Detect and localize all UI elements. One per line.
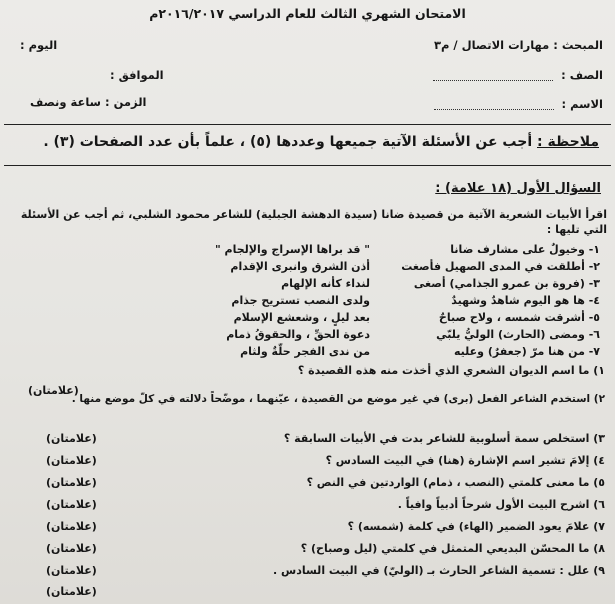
question-item: ٤) إلامَ تشير اسم الإشارة (هنا) في البيت السادس ؟ [325,454,605,467]
verse-second-half: من ندى الفجر حلّةٌ ولثام [240,345,370,358]
note-label: ملاحظة : [537,134,599,150]
marks-label: (علامتان) [46,542,97,555]
class-label: الصف [569,68,603,82]
verse-second-half: أذن الشرق وانبرى الإقدام [230,260,370,273]
verse-second-half: ولدى النصب تستريح جذام [231,294,370,307]
verse-line [140,293,600,309]
question-item: ٩) علل : تسمية الشاعر الحارث بـ (الوليّ) في البيت السادس . [273,564,605,577]
marks-label: (علامتان) [46,520,97,533]
note-text: أجب عن الأسئلة الآتية جميعها وعددها (٥) ، علماً بأن عدد الصفحات (٣) . [43,134,533,150]
duration-label: الزمن [113,95,147,109]
question-item: ١) ما اسم الديوان الشعري الذي أخذت منه هذه القصيدة ؟ [297,364,605,377]
verse-line [140,242,600,258]
verse-first-half: ٤- ها هو اليوم شاهدٌ وشهيدٌ [451,294,600,307]
verse-line [140,259,600,275]
duration-value: ساعة ونصف [30,95,101,109]
verse-second-half: دعوة الحقِّ ، والحقوقُ ذمام [226,328,370,341]
verse-first-half: ٥- أشرقت شمسه ، ولاح صباحٌ [438,311,600,324]
subject-field: المبحث : مهارات الاتصال / م٣ [433,38,603,52]
question-item: ٢) استخدم الشاعر الفعل (برى) في غير موضع من القصيدة ، عيّنهما ، موضّحاً دلالته في كلّ موضع منها . [71,393,605,405]
marks-label: (علامتان) [46,454,97,467]
question-item: ٥) ما معنى كلمتي (النصب ، ذمام) الواردتين في النص ؟ [306,476,605,489]
verse-line [140,327,600,343]
marks-label: (علامتان) [46,476,97,489]
date-field: الموافق : [110,68,164,82]
instructions-note [43,134,599,150]
exam-title: الامتحان الشهري الثالث للعام الدراسي ٢٠١٦/٢٠١٧م [149,6,466,21]
date-label: الموافق [118,68,164,82]
subject-value: مهارات الاتصال / م٣ [433,38,550,52]
question-item: ٦) اشرح البيت الأول شرحاً أدبياً وافياً . [397,498,605,511]
note-divider [4,165,611,166]
question1-intro: اقرأ الأبيات الشعرية الآتية من قصيدة ضانا (سيدة الدهشة الجبلية) للشاعر محمود الشلبي، ثم أجب عن الأسئلة التي تليها : [20,208,607,236]
marks-label: (علامتان) [46,498,97,511]
verse-first-half: ١- وخيولٌ على مشارف ضانا [450,243,600,256]
name-field: الاسم : [430,97,603,111]
marks-label: (علامتان) [46,432,97,445]
verse-first-half: ٣- (فروة بن عمرو الجذامي) أصغى [413,277,600,290]
verse-line [140,344,600,360]
question-item: ٣) استخلص سمة أسلوبية للشاعر بدت في الأبيات السابقة ؟ [283,432,605,445]
question1-title: السؤال الأول (١٨ علامة) : [435,181,601,196]
question-item: ٨) ما المحسّن البديعي المتمثل في كلمتي (ليل وصباح) ؟ [300,542,605,555]
marks-label: (علامتان) [28,384,79,397]
verse-second-half: لنداء كأنه الإلهام [281,277,370,290]
day-label: اليوم [28,38,58,52]
header-divider [4,124,611,125]
marks-label: (علامتان) [46,585,97,598]
verse-second-half: " قد براها الإسراج والإلجام " [214,243,370,256]
verse-line [140,310,600,326]
verse-second-half: بعد ليلٍ ، وشعشع الإسلام [233,311,370,324]
subject-label: المبحث [561,38,603,52]
question-item: ٧) علامَ يعود الضمير (الهاء) في كلمة (شمسه) ؟ [347,520,605,533]
name-label: الاسم [570,97,603,111]
duration-field: الزمن : ساعة ونصف [30,95,147,109]
verse-line [140,276,600,292]
verse-first-half: ٧- من هنا مرّ (جعفرٌ) وعليه [454,345,600,358]
class-field: الصف : [429,68,603,82]
verse-first-half: ٦- ومضى (الحارث) الوليُّ يلبّي [436,328,600,341]
marks-label: (علامتان) [46,564,97,577]
verse-first-half: ٢- أطلقت في المدى الصهيل فأصغت [401,260,600,273]
day-field: اليوم : [20,38,58,52]
